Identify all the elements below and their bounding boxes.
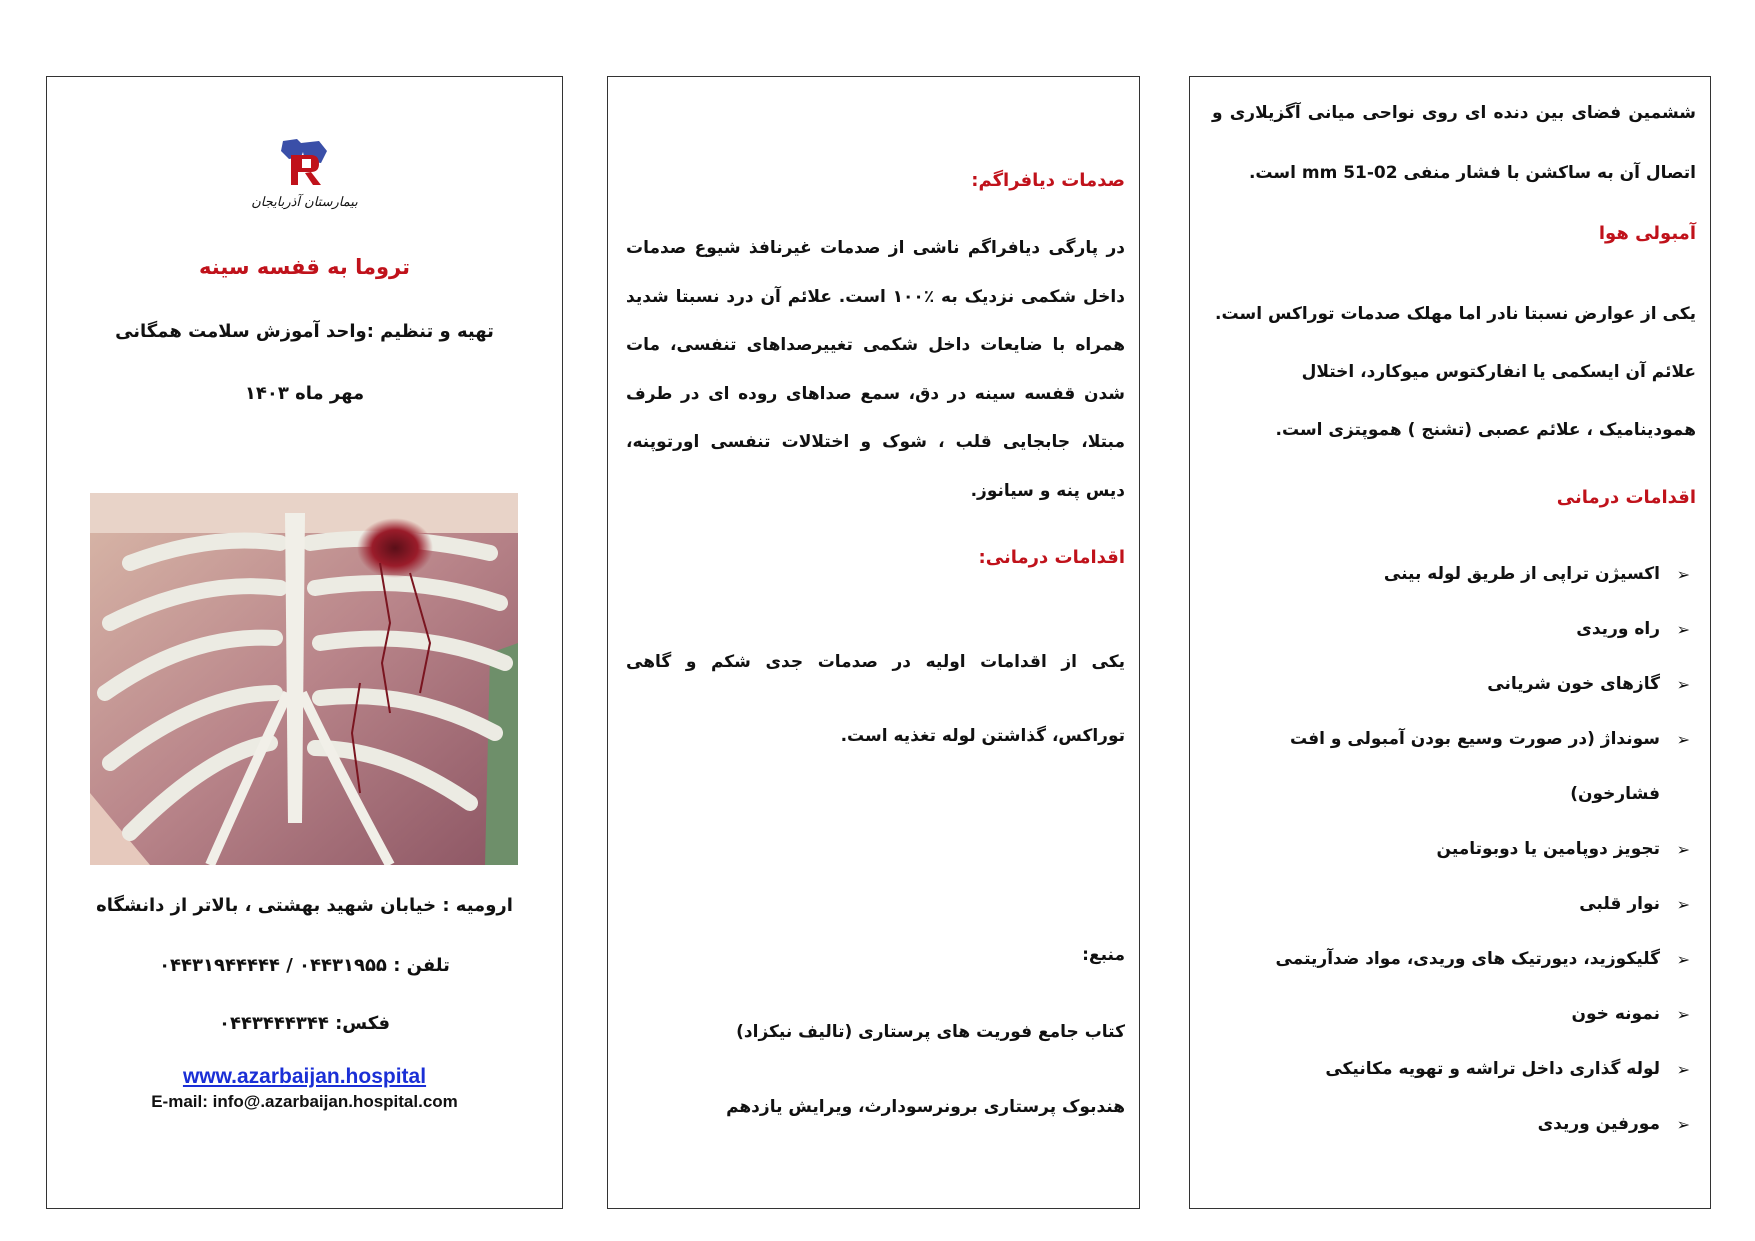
arrow-bullet-icon: ➢ (1676, 950, 1690, 969)
panel-cover (46, 76, 563, 1209)
treatment-list (1230, 547, 1690, 1152)
list-item: ➢ راه وریدی (1230, 602, 1690, 657)
hospital-address: ارومیه : خیابان شهید بهشتی ، بالاتر از دانشگاه (96, 895, 513, 916)
list-item: ➢ اکسیژن تراپی از طریق لوله بینی (1230, 547, 1690, 602)
air-embolism-paragraph: یکی از عوارض نسبتا نادر اما مهلک صدمات توراکس است. علائم آن ایسکمی یا انفارکتوس میوکارد، اختلال همودینامیک ، علائم عصبی (تشنج ) هموپتزی است. (1215, 304, 1696, 440)
brochure-title: تروما به قفسه سینه (199, 255, 410, 279)
brochure-date: مهر ماه ۱۴۰۳ (244, 383, 365, 404)
list-item: ➢ لوله گذاری داخل تراشه و تهویه مکانیکی (1230, 1042, 1690, 1097)
website-link[interactable]: www.azarbaijan.hospital (182, 1065, 427, 1088)
arrow-bullet-icon: ➢ (1676, 840, 1690, 859)
list-item: ➢ گازهای خون شریانی (1230, 657, 1690, 712)
brochure-subtitle: تهیه و تنظیم :واحد آموزش سلامت همگانی (115, 321, 494, 342)
treatment-heading: اقدامات درمانی (1556, 487, 1696, 508)
panel-diaphragm (607, 76, 1140, 1209)
arrow-bullet-icon: ➢ (1676, 1115, 1690, 1134)
arrow-bullet-icon: ➢ (1676, 730, 1690, 749)
panel-air-embolism (1189, 76, 1711, 1209)
hospital-logo (47, 137, 562, 210)
list-item: ➢ سونداژ (در صورت وسیع بودن آمبولی و افت فشارخون) (1230, 712, 1690, 822)
arrow-bullet-icon: ➢ (1676, 895, 1690, 914)
hospital-fax: فکس: ۰۴۴۳۴۴۴۳۴۴ (218, 1013, 391, 1034)
list-item: ➢ نوار قلبی (1230, 877, 1690, 932)
arrow-bullet-icon: ➢ (1676, 565, 1690, 584)
arrow-bullet-icon: ➢ (1676, 620, 1690, 639)
diaphragm-paragraph: در پارگی دیافراگم ناشی از صدمات غیرنافذ شیوع صدمات داخل شکمی نزدیک به ٪۱۰۰ است. علائم آن درد نسبتا شدید همراه با ضایعات داخل شکمی تغییرصداهای تنفسی، مات شدن قفسه سینه در دق، سمع صداهای روده ای در طرف مبتلا، جابجایی قلب ، شوک و اختلالات تنفسی اورتوپنه، دیس پنه و سیانوز. (626, 238, 1125, 501)
treatment-paragraph: یکی از اقدامات اولیه در صدمات جدی شکم و گاهی توراکس، گذاشتن لوله تغذیه است. (626, 652, 1125, 746)
list-item: ➢ گلیکوزید، دیورتیک های وریدی، مواد ضدآریتمی (1230, 932, 1690, 987)
arrow-bullet-icon: ➢ (1676, 1005, 1690, 1024)
arrow-bullet-icon: ➢ (1676, 1060, 1690, 1079)
chest-tube-paragraph: ششمین فضای بین دنده ای روی نواحی میانی آگزیلاری و اتصال آن به ساکشن با فشار منفی mm 51-02 است. (1212, 103, 1696, 183)
source-item: کتاب جامع فوریت های پرستاری (تالیف نیکزاد) (736, 1022, 1125, 1042)
diaphragm-heading: صدمات دیافراگم: (971, 170, 1125, 191)
source-item: هندبوک پرستاری برونرسودارث، ویرایش یازدهم (726, 1097, 1125, 1117)
arrow-bullet-icon: ➢ (1676, 675, 1690, 694)
list-item: ➢ تجویز دوپامین یا دوبوتامین (1230, 822, 1690, 877)
logo-text: بیمارستان آذربایجان (251, 195, 358, 210)
email-address: E-mail: info@.azarbaijan.hospital.com (151, 1092, 458, 1111)
treatment-heading: اقدامات درمانی: (978, 547, 1125, 568)
hospital-logo-icon (275, 137, 335, 189)
list-item: ➢ نمونه خون (1230, 987, 1690, 1042)
air-embolism-heading: آمبولی هوا (1598, 223, 1696, 244)
ribcage-illustration (90, 493, 518, 865)
source-label: منبع: (1082, 945, 1125, 965)
hospital-phone: تلفن : ۰۴۴۳۱۹۵۵ / ۰۴۴۳۱۹۴۴۴۴۴ (159, 955, 450, 976)
list-item: ➢ مورفین وریدی (1230, 1097, 1690, 1152)
chest-trauma-image (90, 493, 518, 865)
